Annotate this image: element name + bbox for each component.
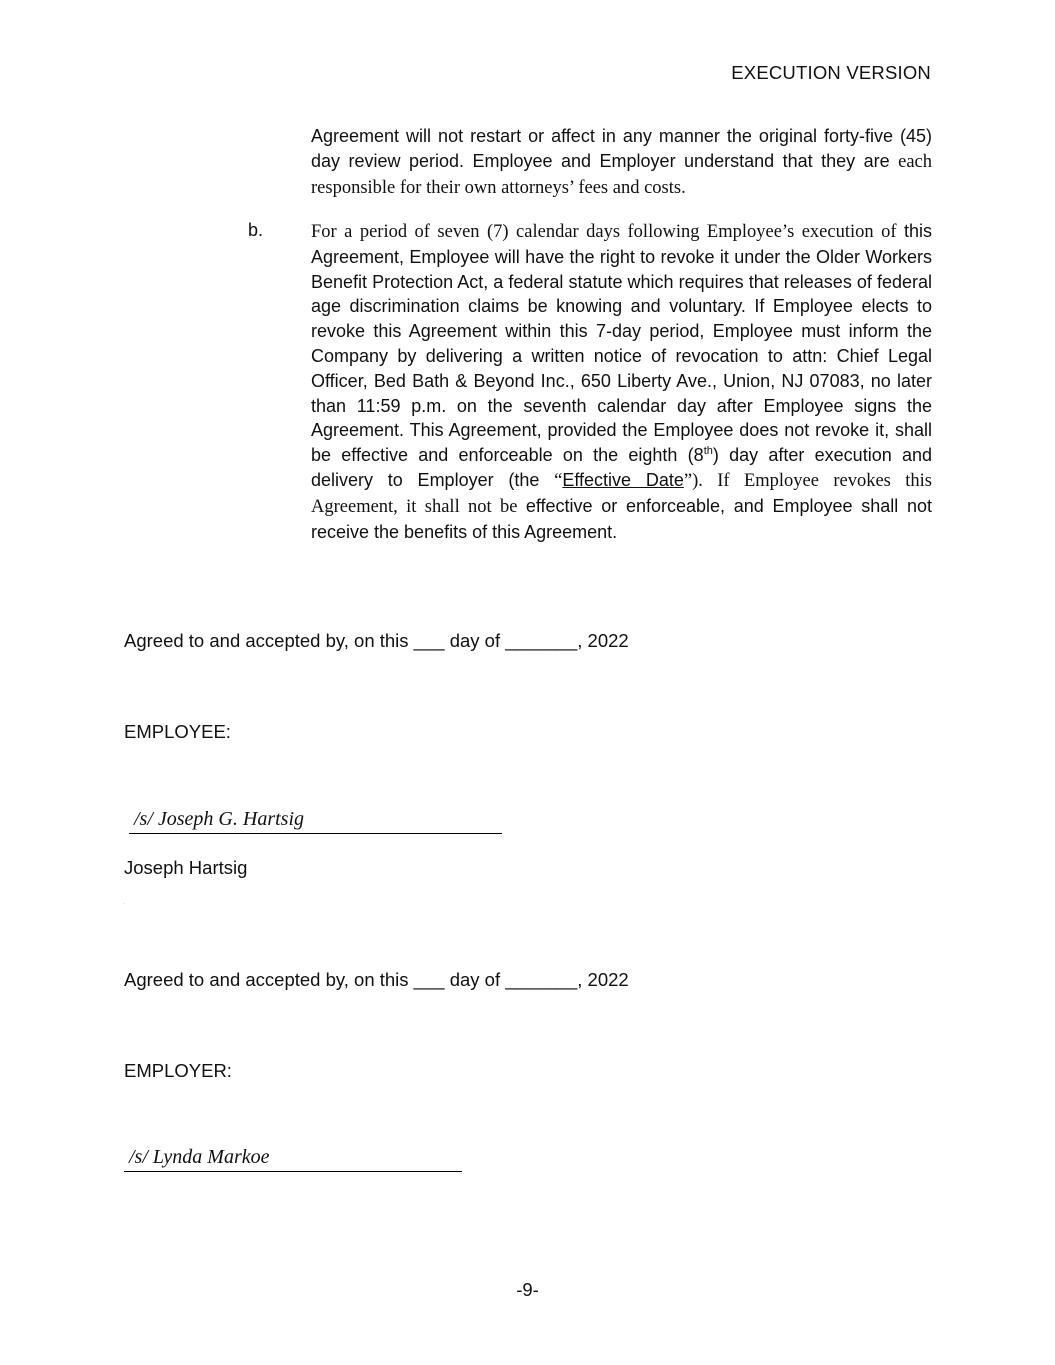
paragraph-a-text-serif: each responsible for their own attorneys’ fees and costs. — [311, 151, 932, 198]
employee-label: EMPLOYEE: — [124, 721, 231, 742]
paragraph-b-text-3: ”). If Employee revokes this Agreement, it shall not be — [311, 470, 932, 517]
page-number: -9- — [516, 1279, 539, 1300]
paragraph-b-text-2: ) day after execution and delivery to Employer (the — [311, 445, 932, 490]
paragraph-b — [311, 219, 932, 544]
employer-agreed-line: Agreed to and accepted by, on this ___ day of _______, 2022 — [124, 969, 629, 990]
defined-term-effective-date: Effective Date — [562, 469, 684, 490]
document-version-header: EXECUTION VERSION — [731, 62, 931, 83]
ordinal-superscript: th — [703, 445, 713, 458]
employee-signature-line — [129, 806, 502, 834]
paragraph-b-text-serif: For a period of seven (7) calendar days following Employee’s execution of — [311, 222, 904, 242]
paragraph-b-label: b. — [248, 220, 264, 240]
paragraph-a-continuation — [311, 124, 932, 200]
paragraph-a-text: Agreement will not restart or affect in any manner the original forty-five (45) day review period. Employee and Employer understand that they are — [311, 126, 932, 171]
stray-mark: . — [123, 900, 125, 906]
employee-printed-name: Joseph Hartsig — [124, 857, 248, 878]
quote-open: “ — [554, 470, 563, 491]
employee-signature: /s/ Joseph G. Hartsig — [134, 808, 304, 830]
employee-agreed-line: Agreed to and accepted by, on this ___ day of _______, 2022 — [124, 630, 629, 651]
employer-signature-line — [124, 1144, 462, 1172]
paragraph-b-text: this Agreement, Employee will have the right to revoke it under the Older Workers Benefit Protection Act, a federal statute which requires that releases of federal age discrimination claims be knowing and voluntary. If Employee elects to revoke this Agreement within this 7-day period, Employee must inform the Company by delivering a written notice of revocation to attn: Chief Legal Officer, Bed Bath & Beyond Inc., 650 Liberty Ave., Union, NJ 07083, no later than 11:59 p.m. on the seventh calendar day after Employee signs the Agreement. This Agreement, provided the Employee does not revoke it, shall be effective and enforceable on the eighth (8 — [311, 221, 932, 466]
paragraph-b-text-4: effective or enforceable, and Employee shall not receive the benefits of this Agreement. — [311, 495, 933, 542]
employer-signature: /s/ Lynda Markoe — [129, 1146, 270, 1168]
employer-label: EMPLOYER: — [124, 1060, 232, 1081]
